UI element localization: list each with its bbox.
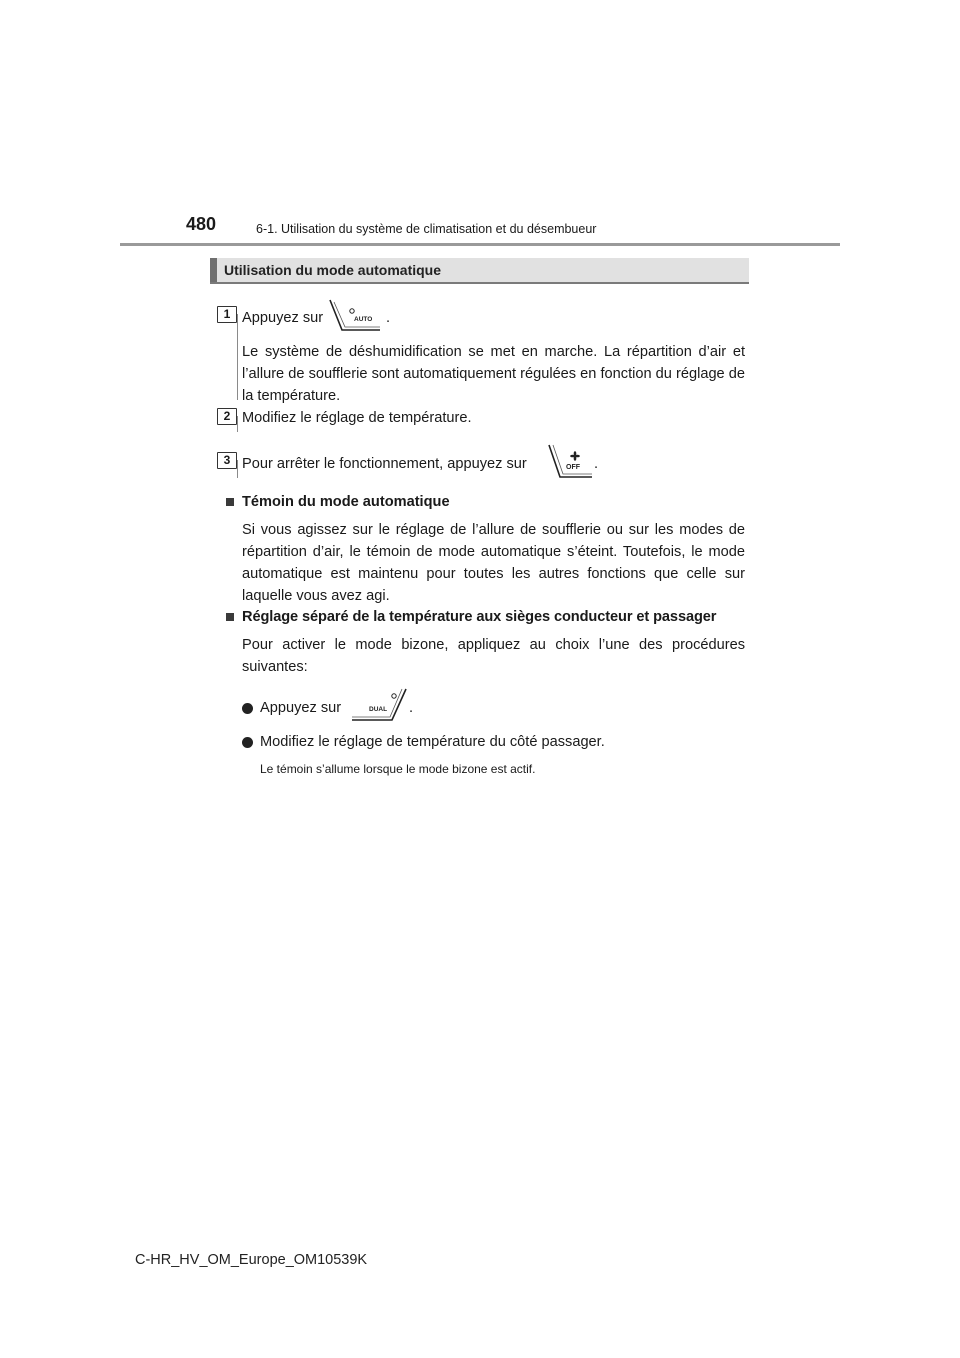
step-1-bracket xyxy=(237,314,238,400)
note-2-marker xyxy=(226,613,234,621)
note-2-heading: Réglage séparé de la température aux sièges conducteur et passager xyxy=(242,609,717,625)
bullet-1-period: . xyxy=(409,700,414,716)
step-3-period: . xyxy=(594,456,599,472)
step-1-period: . xyxy=(386,310,391,326)
auto-button-label: AUTO xyxy=(354,316,373,323)
note-1-marker xyxy=(226,498,234,506)
auto-button-icon xyxy=(328,298,384,334)
document-code: C-HR_HV_OM_Europe_OM10539K xyxy=(135,1252,368,1268)
off-button-label: OFF xyxy=(566,464,580,471)
step-1-description: Le système de déshumidification se met en marche. La répartition d’air et l’allure de soufflerie sont automatiquement régulées en fonction du réglage de la température. xyxy=(242,344,745,404)
bullet-2-marker xyxy=(242,737,253,748)
fan-off-button-icon xyxy=(546,443,598,481)
bullet-1-text: Appuyez sur xyxy=(260,700,342,716)
chapter-title: 6-1. Utilisation du système de climatisation et du désembueur xyxy=(256,222,597,236)
bullet-1-marker xyxy=(242,703,253,714)
step-number-1: 1 xyxy=(217,306,237,323)
step-2-text: Modifiez le réglage de température. xyxy=(242,410,472,426)
bullet-2-text: Modifiez le réglage de température du côté passager. xyxy=(260,734,605,750)
section-title: Utilisation du mode automatique xyxy=(224,262,442,278)
step-number-3: 3 xyxy=(217,452,237,469)
step-1-text: Appuyez sur xyxy=(242,310,324,326)
note-1-body: Si vous agissez sur le réglage de l’allure de soufflerie ou sur les modes de répartition d’air, le témoin de mode automatique s’éteint. Toutefois, le mode automatique est maintenu pour toutes les autres fonctions que celle sur laquelle vous avez agi. xyxy=(242,522,745,604)
step-3-text: Pour arrêter le fonctionnement, appuyez sur xyxy=(242,456,527,472)
note-2-body: Pour activer le mode bizone, appliquez au choix l’une des procédures suivantes: xyxy=(242,637,745,675)
step-number-2: 2 xyxy=(217,408,237,425)
step-2-bracket xyxy=(237,416,238,432)
dual-button-label: DUAL xyxy=(369,706,388,713)
section-accent xyxy=(210,258,217,282)
section-heading xyxy=(210,258,749,284)
step-3-bracket xyxy=(237,460,238,478)
note-1-heading: Témoin du mode automatique xyxy=(242,494,450,510)
note-2-footnote: Le témoin s’allume lorsque le mode bizone est actif. xyxy=(260,762,536,776)
header-divider xyxy=(120,243,840,246)
page-number: 480 xyxy=(186,214,217,234)
dual-button-icon xyxy=(350,686,408,724)
